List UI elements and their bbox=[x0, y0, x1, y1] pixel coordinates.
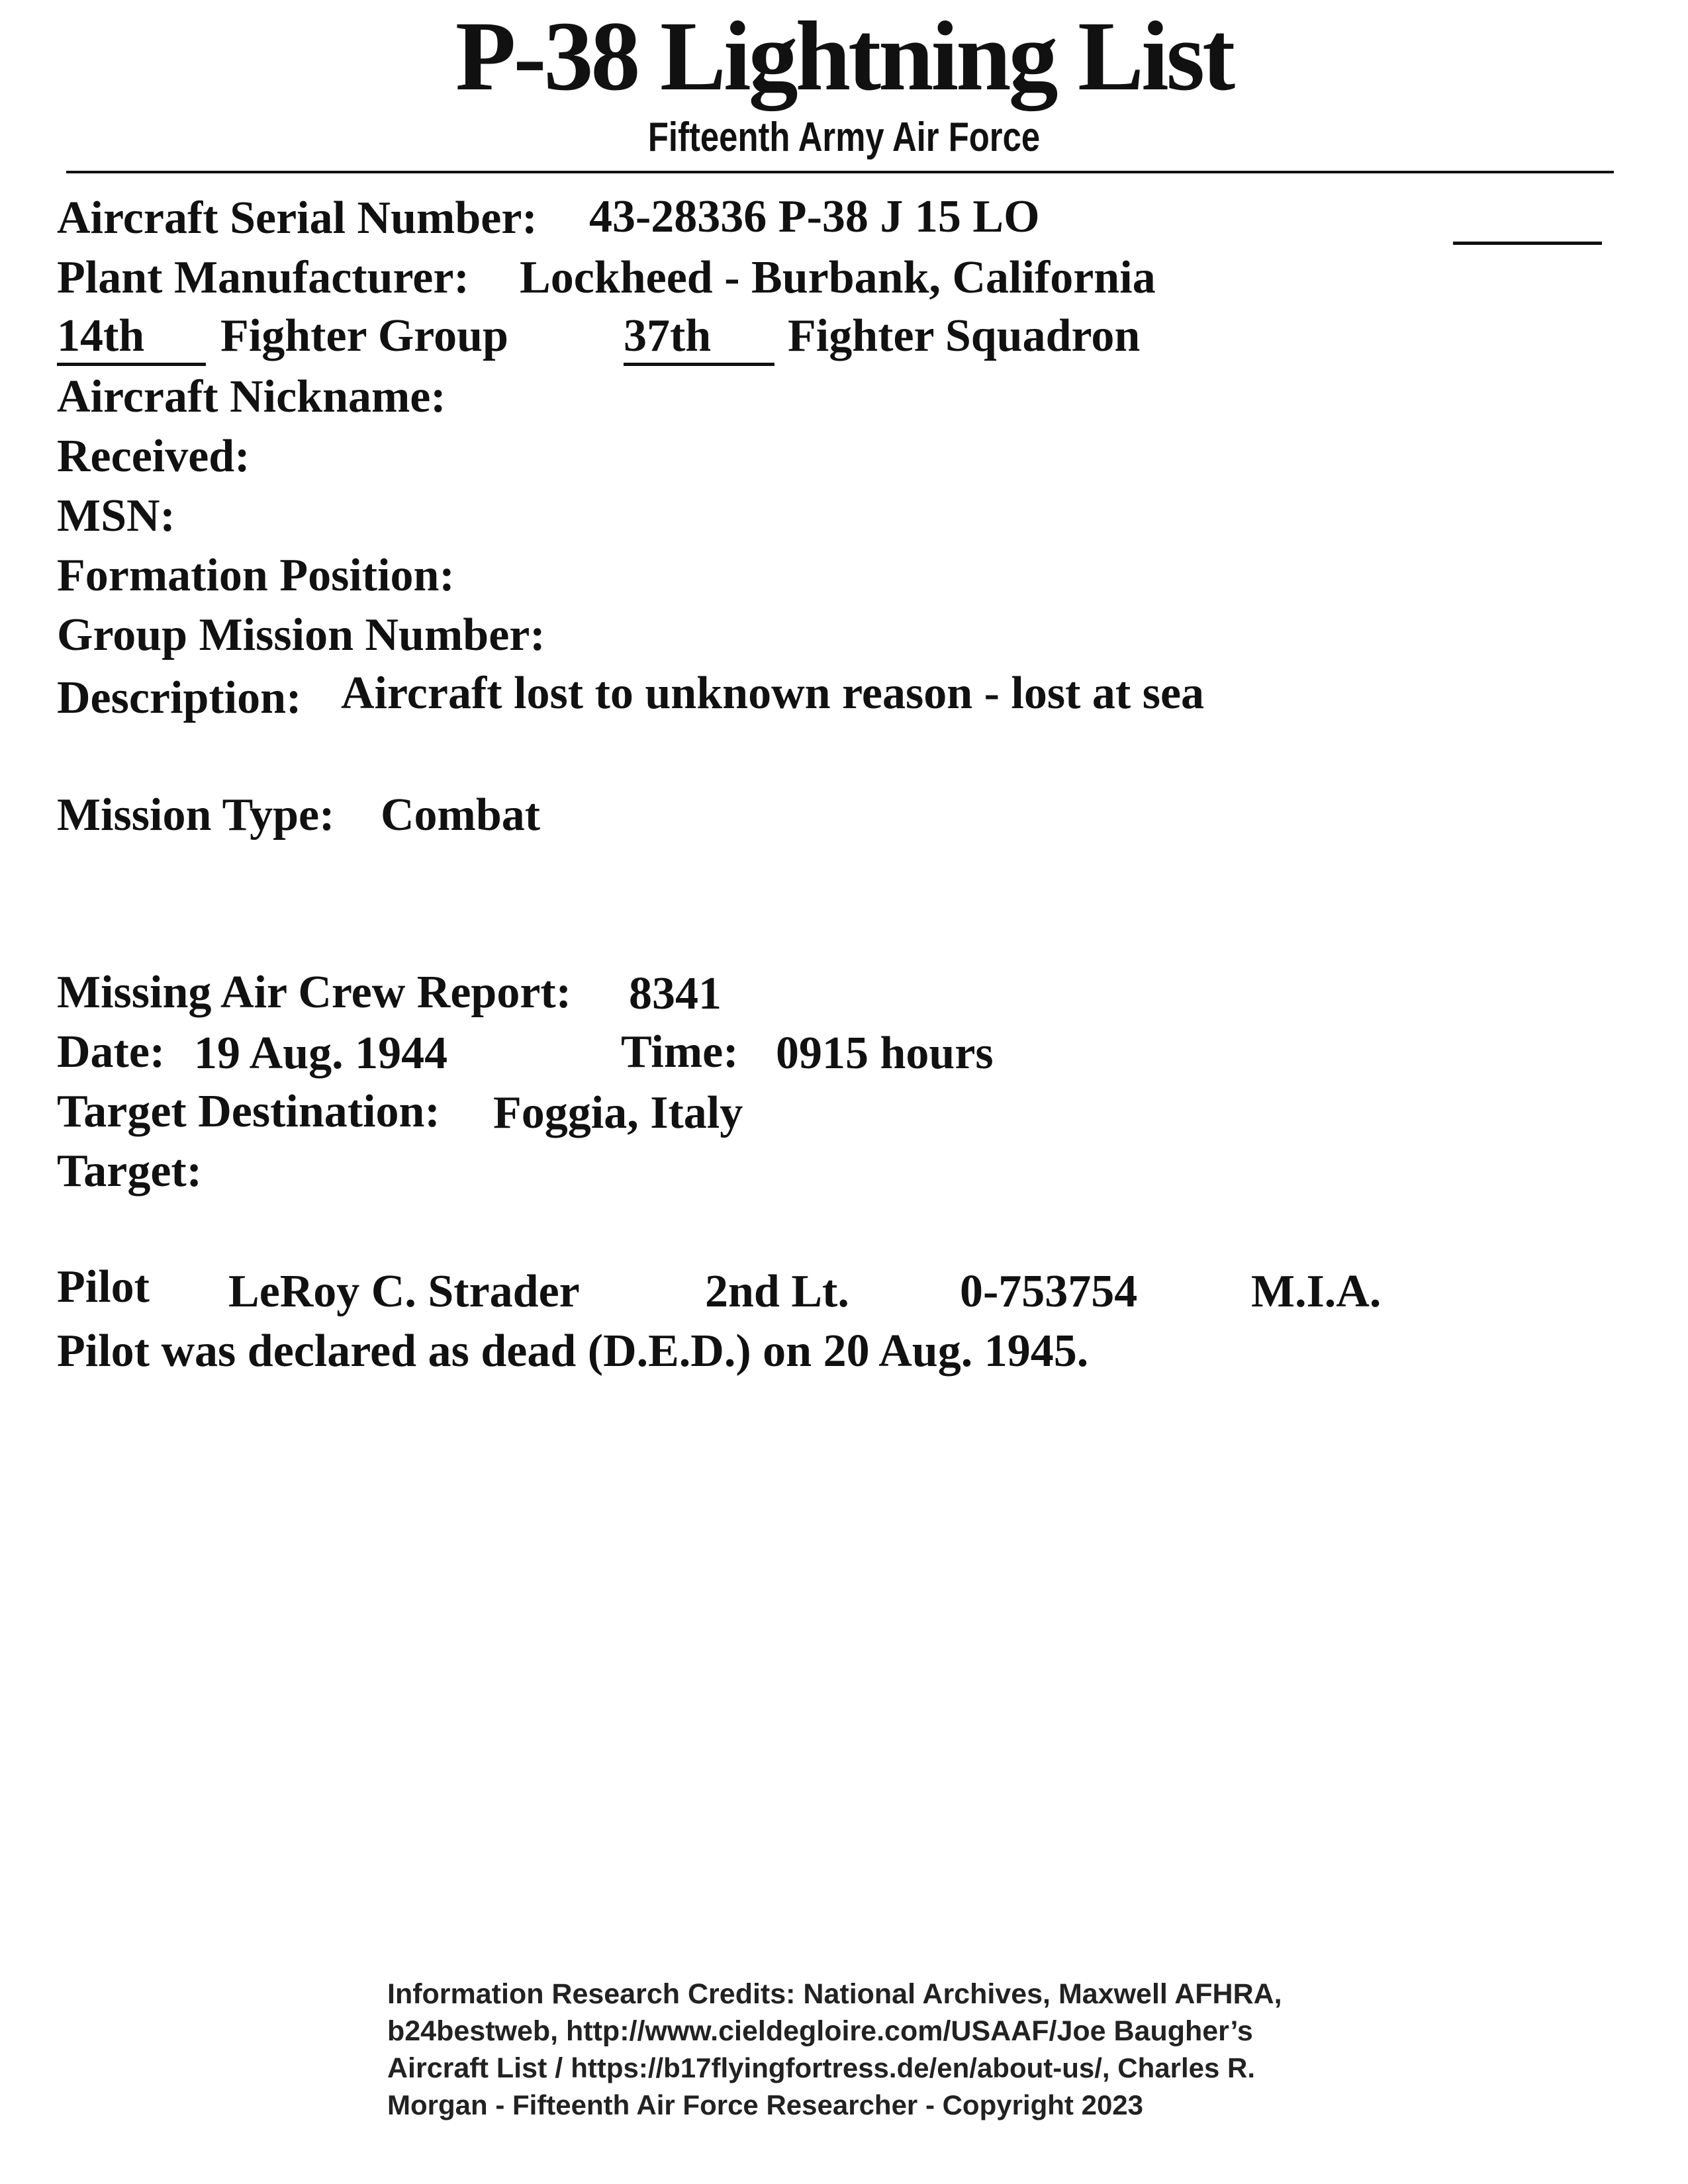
credits-line-4: Morgan - Fifteenth Air Force Researcher - Copyright 2023 bbox=[387, 2089, 1144, 2120]
description-value: Aircraft lost to unknown reason - lost at sea bbox=[341, 668, 1205, 719]
crew-rank: 2nd Lt. bbox=[705, 1266, 849, 1317]
page-title: P-38 Lightning List bbox=[455, 1, 1233, 111]
serial-value: 43-28336 P-38 J 15 LO bbox=[589, 191, 1040, 242]
squadron-field bbox=[624, 310, 774, 366]
crew-name: LeRoy C. Strader bbox=[228, 1266, 580, 1317]
target-label: Target: bbox=[57, 1146, 203, 1197]
description-label: Description: bbox=[57, 672, 302, 723]
header-divider bbox=[66, 171, 1614, 173]
research-credits bbox=[387, 1976, 1446, 2124]
time-value: 0915 hours bbox=[776, 1028, 994, 1079]
macr-value: 8341 bbox=[629, 968, 722, 1019]
target-destination-label: Target Destination: bbox=[57, 1086, 440, 1137]
credits-line-1: Information Research Credits: National Archives, Maxwell AFHRA, bbox=[387, 1978, 1282, 2010]
crew-role: Pilot bbox=[57, 1261, 150, 1312]
page-subtitle: Fifteenth Army Air Force bbox=[647, 114, 1041, 160]
credits-line-3-start: Aircraft List / bbox=[387, 2052, 563, 2084]
credits-line-2: b24bestweb, http://www.cieldegloire.com/USAAF/Joe Baugher’s bbox=[387, 2015, 1253, 2047]
group-field bbox=[57, 310, 206, 366]
manufacturer-label: Plant Manufacturer: bbox=[57, 252, 469, 303]
date-value: 19 Aug. 1944 bbox=[194, 1028, 448, 1079]
target-destination-value: Foggia, Italy bbox=[493, 1087, 743, 1138]
mission-type-value: Combat bbox=[381, 790, 541, 841]
squadron-label: Fighter Squadron bbox=[788, 310, 1141, 361]
crew-serial-number: 0-753754 bbox=[960, 1266, 1138, 1317]
mission-type-label: Mission Type: bbox=[57, 790, 335, 841]
credits-line-3 bbox=[387, 2050, 1446, 2087]
time-label: Time: bbox=[621, 1026, 739, 1077]
squadron-value: 37th bbox=[624, 310, 774, 366]
group-mission-number-label: Group Mission Number: bbox=[57, 610, 545, 660]
group-value: 14th bbox=[57, 310, 206, 366]
formation-position-label: Formation Position: bbox=[57, 550, 455, 601]
credits-line-3-end: https://b17flyingfortress.de/en/about-us/, Charles R. bbox=[571, 2052, 1256, 2083]
manufacturer-value: Lockheed - Burbank, California bbox=[520, 252, 1156, 303]
date-label: Date: bbox=[57, 1026, 165, 1077]
received-label: Received: bbox=[57, 431, 250, 482]
msn-label: MSN: bbox=[57, 490, 175, 541]
serial-label: Aircraft Serial Number: bbox=[57, 193, 538, 244]
nickname-label: Aircraft Nickname: bbox=[57, 371, 446, 422]
serial-blank-line bbox=[1453, 242, 1602, 245]
macr-label: Missing Air Crew Report: bbox=[57, 967, 572, 1018]
crew-note: Pilot was declared as dead (D.E.D.) on 20 Aug. 1945. bbox=[57, 1326, 1089, 1377]
crew-status: M.I.A. bbox=[1251, 1266, 1382, 1317]
group-label: Fighter Group bbox=[220, 310, 508, 361]
